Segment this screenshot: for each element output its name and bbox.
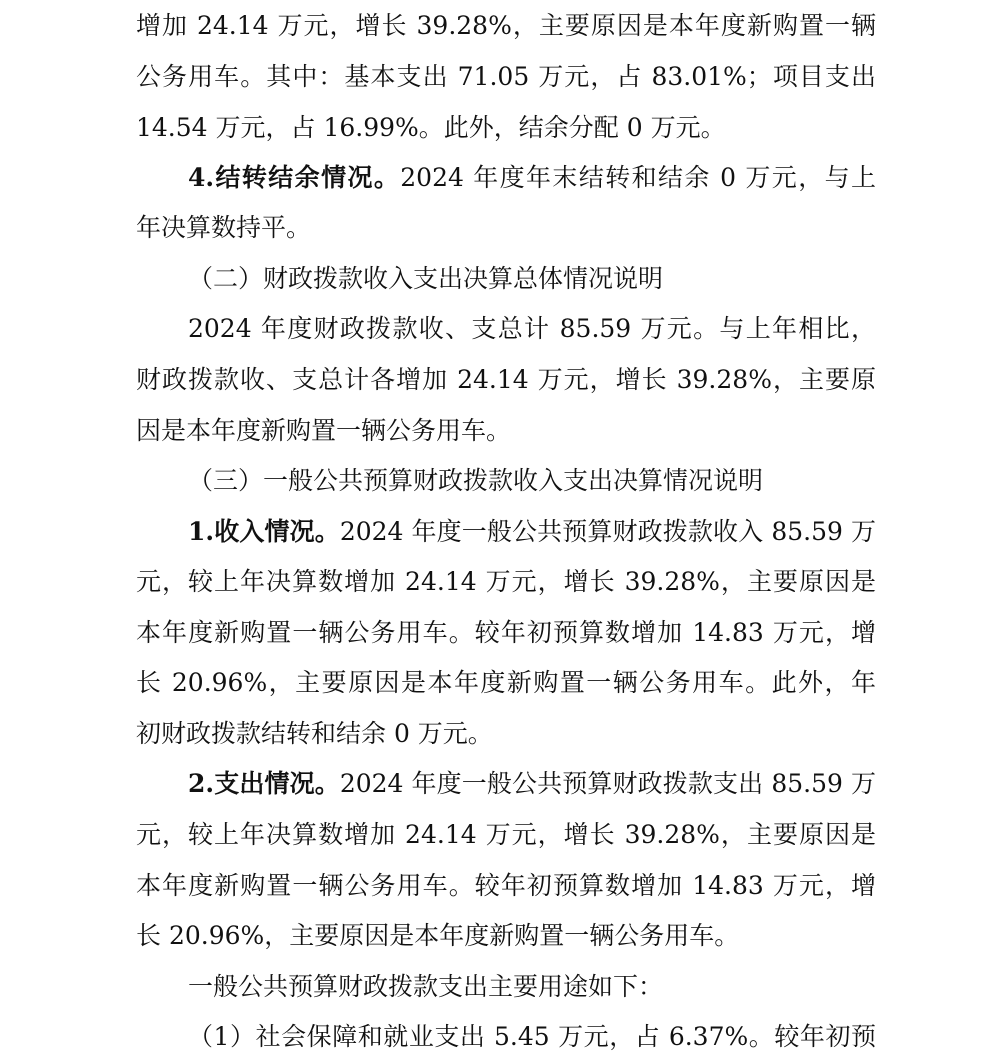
paragraph-line: 本年度新购置一辆公务用车。较年初预算数增加 14.83 万元，增 [136,618,876,647]
paragraph-line: 初财政拨款结转和结余 0 万元。 [136,719,493,748]
paragraph-line: 长 20.96%，主要原因是本年度新购置一辆公务用车。此外，年 [136,668,876,697]
paragraph-line-indented: （1）社会保障和就业支出 5.45 万元，占 6.37%。较年初预 [188,1022,876,1051]
section-heading: （二）财政拨款收入支出决算总体情况说明 [188,264,664,293]
subheading-carryover: 4.结转结余情况。 [188,163,401,192]
section-heading: （三）一般公共预算财政拨款收入支出决算情况说明 [188,466,764,495]
paragraph-line: 元，较上年决算数增加 24.14 万元，增长 39.28%，主要原因是 [136,567,876,596]
paragraph-line-indented: 一般公共预算财政拨款支出主要用途如下： [188,972,664,1001]
paragraph-line: 公务用车。其中：基本支出 71.05 万元，占 83.01%；项目支出 [136,62,876,91]
paragraph-line-indented: 2.支出情况。2024 年度一般公共预算财政拨款支出 85.59 万 [188,769,876,798]
paragraph-line: 长 20.96%，主要原因是本年度新购置一辆公务用车。 [136,921,740,950]
paragraph-line: 财政拨款收、支总计各增加 24.14 万元，增长 39.28%，主要原 [136,365,876,394]
paragraph-line-indented: 1.收入情况。2024 年度一般公共预算财政拨款收入 85.59 万 [188,517,876,546]
paragraph-line: 本年度新购置一辆公务用车。较年初预算数增加 14.83 万元，增 [136,871,876,900]
subheading-income: 1.收入情况。 [188,517,340,546]
paragraph-line-indented: 4.结转结余情况。2024 年度年末结转和结余 0 万元，与上 [188,163,876,192]
paragraph-line: 元，较上年决算数增加 24.14 万元，增长 39.28%，主要原因是 [136,820,876,849]
paragraph-line: 年决算数持平。 [136,213,312,242]
paragraph-line: 14.54 万元，占 16.99%。此外，结余分配 0 万元。 [136,113,726,142]
paragraph-line: 增加 24.14 万元，增长 39.28%，主要原因是本年度新购置一辆 [136,11,876,40]
paragraph-line: 因是本年度新购置一辆公务用车。 [136,416,512,445]
subheading-expenditure: 2.支出情况。 [188,769,340,798]
paragraph-line-indented: 2024 年度财政拨款收、支总计 85.59 万元。与上年相比， [188,314,876,343]
